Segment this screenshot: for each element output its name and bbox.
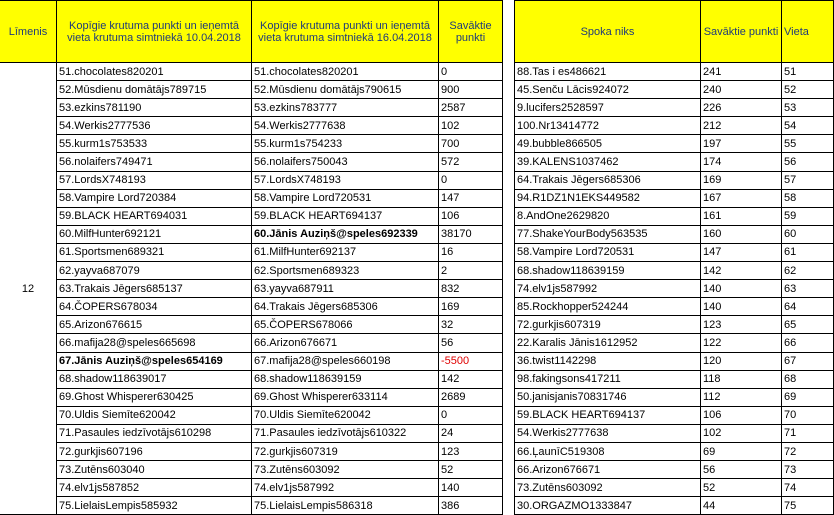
column-separator xyxy=(503,153,515,171)
cell-place: 56 xyxy=(782,153,834,171)
cell-current-rank: 73.Zutēns603092 xyxy=(252,461,439,479)
table-row xyxy=(0,442,834,460)
cell-place: 64 xyxy=(782,298,834,316)
table-row xyxy=(0,262,834,280)
cell-current-rank: 64.Trakais Jēgers685306 xyxy=(252,298,439,316)
cell-nick-points: 240 xyxy=(701,81,782,99)
column-separator xyxy=(503,99,515,117)
cell-place: 60 xyxy=(782,225,834,243)
header-col-b: Kopīgie krutuma punkti un ieņemtā vieta krutuma simtniekā 16.04.2018 xyxy=(252,1,439,63)
cell-nick: 88.Tas i es486621 xyxy=(515,63,701,81)
column-separator xyxy=(503,243,515,261)
header-week-points-2: Savāktie punkti xyxy=(701,1,782,63)
cell-previous-rank: 60.MilfHunter692121 xyxy=(57,225,252,243)
cell-previous-rank: 75.LielaisLempis585932 xyxy=(57,497,252,515)
column-separator xyxy=(503,262,515,280)
table-row xyxy=(0,81,834,99)
cell-current-rank: 59.BLACK HEART694137 xyxy=(252,207,439,225)
cell-nick-points: 147 xyxy=(701,243,782,261)
cell-week-points: 24 xyxy=(439,424,503,442)
cell-nick: 59.BLACK HEART694137 xyxy=(515,406,701,424)
column-separator xyxy=(503,316,515,334)
cell-nick: 85.Rockhopper524244 xyxy=(515,298,701,316)
cell-previous-rank: 66.mafija28@speles665698 xyxy=(57,334,252,352)
cell-nick-points: 56 xyxy=(701,461,782,479)
column-separator xyxy=(503,424,515,442)
header-row xyxy=(0,1,834,63)
cell-current-rank: 60.Jānis Auziņš@speles692339 xyxy=(252,225,439,243)
cell-nick-points: 69 xyxy=(701,442,782,460)
cell-nick: 100.Nr13414772 xyxy=(515,117,701,135)
column-separator xyxy=(503,406,515,424)
table-row xyxy=(0,207,834,225)
cell-nick: 77.ShakeYourBody563535 xyxy=(515,225,701,243)
header-level: Līmenis xyxy=(0,1,57,63)
level-cell: 12 xyxy=(0,63,57,515)
cell-previous-rank: 74.elv1js587852 xyxy=(57,479,252,497)
cell-week-points: 32 xyxy=(439,316,503,334)
cell-nick-points: 52 xyxy=(701,479,782,497)
cell-current-rank: 62.Sportsmen689323 xyxy=(252,262,439,280)
table-row xyxy=(0,171,834,189)
cell-place: 55 xyxy=(782,135,834,153)
cell-place: 65 xyxy=(782,316,834,334)
cell-place: 58 xyxy=(782,189,834,207)
cell-place: 61 xyxy=(782,243,834,261)
column-separator xyxy=(503,442,515,460)
cell-place: 51 xyxy=(782,63,834,81)
cell-current-rank: 65.ČOPERS678066 xyxy=(252,316,439,334)
cell-previous-rank: 67.Jānis Auziņš@speles654169 xyxy=(57,352,252,370)
table-row xyxy=(0,280,834,298)
column-separator xyxy=(503,189,515,207)
cell-current-rank: 51.chocolates820201 xyxy=(252,63,439,81)
cell-nick-points: 142 xyxy=(701,262,782,280)
cell-nick-points: 112 xyxy=(701,388,782,406)
table-row xyxy=(0,479,834,497)
cell-nick: 74.elv1js587992 xyxy=(515,280,701,298)
cell-nick: 94.R1DZ1N1EKS449582 xyxy=(515,189,701,207)
cell-nick: 49.bubble866505 xyxy=(515,135,701,153)
cell-previous-rank: 57.LordsX748193 xyxy=(57,171,252,189)
cell-previous-rank: 52.Mūsdienu domātājs789715 xyxy=(57,81,252,99)
cell-previous-rank: 72.gurkjis607196 xyxy=(57,442,252,460)
cell-nick-points: 106 xyxy=(701,406,782,424)
table-row xyxy=(0,225,834,243)
cell-previous-rank: 68.shadow118639017 xyxy=(57,370,252,388)
cell-nick: 73.Zutēns603092 xyxy=(515,479,701,497)
cell-current-rank: 71.Pasaules iedzīvotājs610322 xyxy=(252,424,439,442)
column-separator xyxy=(503,63,515,81)
column-separator xyxy=(503,1,515,63)
column-separator xyxy=(503,171,515,189)
table-row xyxy=(0,189,834,207)
cell-place: 72 xyxy=(782,442,834,460)
header-nick: Spoka niks xyxy=(515,1,701,63)
cell-nick-points: 118 xyxy=(701,370,782,388)
cell-nick: 45.Senču Lācis924072 xyxy=(515,81,701,99)
cell-current-rank: 57.LordsX748193 xyxy=(252,171,439,189)
cell-previous-rank: 65.Arizon676615 xyxy=(57,316,252,334)
cell-week-points: 572 xyxy=(439,153,503,171)
column-separator xyxy=(503,280,515,298)
table-body xyxy=(0,63,834,515)
column-separator xyxy=(503,370,515,388)
cell-current-rank: 68.shadow118639159 xyxy=(252,370,439,388)
cell-previous-rank: 61.Sportsmen689321 xyxy=(57,243,252,261)
cell-place: 70 xyxy=(782,406,834,424)
table-row xyxy=(0,388,834,406)
column-separator xyxy=(503,117,515,135)
cell-previous-rank: 55.kurm1s753533 xyxy=(57,135,252,153)
table-row xyxy=(0,117,834,135)
cell-nick-points: 140 xyxy=(701,280,782,298)
column-separator xyxy=(503,497,515,515)
cell-week-points: 0 xyxy=(439,171,503,189)
column-separator xyxy=(503,334,515,352)
cell-place: 75 xyxy=(782,497,834,515)
cell-nick: 36.twist1142298 xyxy=(515,352,701,370)
cell-previous-rank: 73.Zutēns603040 xyxy=(57,461,252,479)
cell-place: 57 xyxy=(782,171,834,189)
cell-nick: 58.Vampire Lord720531 xyxy=(515,243,701,261)
cell-current-rank: 69.Ghost Whisperer633114 xyxy=(252,388,439,406)
cell-week-points: 2587 xyxy=(439,99,503,117)
cell-nick-points: 160 xyxy=(701,225,782,243)
table-row xyxy=(0,243,834,261)
cell-nick: 72.gurkjis607319 xyxy=(515,316,701,334)
cell-place: 63 xyxy=(782,280,834,298)
cell-place: 59 xyxy=(782,207,834,225)
cell-current-rank: 70.Uldis Siemīte620042 xyxy=(252,406,439,424)
cell-nick: 22.Karalis Jānis1612952 xyxy=(515,334,701,352)
cell-nick: 66.Arizon676671 xyxy=(515,461,701,479)
cell-place: 66 xyxy=(782,334,834,352)
cell-nick: 98.fakingsons417211 xyxy=(515,370,701,388)
cell-previous-rank: 54.Werkis2777536 xyxy=(57,117,252,135)
cell-place: 62 xyxy=(782,262,834,280)
cell-nick-points: 197 xyxy=(701,135,782,153)
cell-nick-points: 241 xyxy=(701,63,782,81)
cell-current-rank: 66.Arizon676671 xyxy=(252,334,439,352)
cell-place: 53 xyxy=(782,99,834,117)
cell-current-rank: 67.mafija28@speles660198 xyxy=(252,352,439,370)
cell-previous-rank: 59.BLACK HEART694031 xyxy=(57,207,252,225)
cell-place: 74 xyxy=(782,479,834,497)
cell-week-points: 2689 xyxy=(439,388,503,406)
cell-current-rank: 74.elv1js587992 xyxy=(252,479,439,497)
cell-week-points: 142 xyxy=(439,370,503,388)
cell-nick: 54.Werkis2777638 xyxy=(515,424,701,442)
cell-nick-points: 122 xyxy=(701,334,782,352)
cell-nick-points: 44 xyxy=(701,497,782,515)
cell-nick-points: 102 xyxy=(701,424,782,442)
column-separator xyxy=(503,479,515,497)
cell-current-rank: 55.kurm1s754233 xyxy=(252,135,439,153)
cell-nick-points: 140 xyxy=(701,298,782,316)
cell-week-points: 900 xyxy=(439,81,503,99)
cell-week-points: 0 xyxy=(439,406,503,424)
cell-previous-rank: 69.Ghost Whisperer630425 xyxy=(57,388,252,406)
cell-place: 54 xyxy=(782,117,834,135)
cell-current-rank: 54.Werkis2777638 xyxy=(252,117,439,135)
cell-nick-points: 174 xyxy=(701,153,782,171)
column-separator xyxy=(503,81,515,99)
cell-nick-points: 161 xyxy=(701,207,782,225)
header-week-points: Savāktie punkti xyxy=(439,1,503,63)
cell-previous-rank: 70.Uldis Siemīte620042 xyxy=(57,406,252,424)
table-row xyxy=(0,461,834,479)
column-separator xyxy=(503,225,515,243)
cell-current-rank: 61.MilfHunter692137 xyxy=(252,243,439,261)
cell-week-points: 2 xyxy=(439,262,503,280)
cell-week-points: 106 xyxy=(439,207,503,225)
table-row xyxy=(0,352,834,370)
cell-previous-rank: 62.yayva687079 xyxy=(57,262,252,280)
header-place: Vieta xyxy=(782,1,834,63)
table-row xyxy=(0,497,834,515)
cell-week-points: 140 xyxy=(439,479,503,497)
cell-previous-rank: 58.Vampire Lord720384 xyxy=(57,189,252,207)
cell-place: 71 xyxy=(782,424,834,442)
cell-nick-points: 123 xyxy=(701,316,782,334)
cell-nick-points: 120 xyxy=(701,352,782,370)
cell-nick: 8.AndOne2629820 xyxy=(515,207,701,225)
column-separator xyxy=(503,135,515,153)
cell-current-rank: 63.yayva687911 xyxy=(252,280,439,298)
column-separator xyxy=(503,352,515,370)
cell-week-points: 16 xyxy=(439,243,503,261)
cell-nick-points: 167 xyxy=(701,189,782,207)
cell-current-rank: 52.Mūsdienu domātājs790615 xyxy=(252,81,439,99)
table-row xyxy=(0,135,834,153)
cell-current-rank: 56.nolaifers750043 xyxy=(252,153,439,171)
table-row xyxy=(0,298,834,316)
cell-week-points: 386 xyxy=(439,497,503,515)
cell-nick-points: 226 xyxy=(701,99,782,117)
cell-week-points: 123 xyxy=(439,442,503,460)
cell-week-points: 56 xyxy=(439,334,503,352)
cell-previous-rank: 53.ezkins781190 xyxy=(57,99,252,117)
cell-week-points: 147 xyxy=(439,189,503,207)
cell-week-points: 102 xyxy=(439,117,503,135)
cell-nick: 50.janisjanis70831746 xyxy=(515,388,701,406)
cell-nick: 9.lucifers2528597 xyxy=(515,99,701,117)
table-row xyxy=(0,370,834,388)
cell-nick: 66.ĻaunīC519308 xyxy=(515,442,701,460)
cell-nick: 64.Trakais Jēgers685306 xyxy=(515,171,701,189)
table-row xyxy=(0,99,834,117)
cell-current-rank: 75.LielaisLempis586318 xyxy=(252,497,439,515)
cell-nick-points: 212 xyxy=(701,117,782,135)
column-separator xyxy=(503,461,515,479)
cell-previous-rank: 63.Trakais Jēgers685137 xyxy=(57,280,252,298)
column-separator xyxy=(503,207,515,225)
cell-place: 52 xyxy=(782,81,834,99)
table-row xyxy=(0,63,834,81)
cell-nick: 30.ORGAZMO1333847 xyxy=(515,497,701,515)
cell-previous-rank: 56.nolaifers749471 xyxy=(57,153,252,171)
cell-previous-rank: 71.Pasaules iedzīvotājs610298 xyxy=(57,424,252,442)
cell-current-rank: 72.gurkjis607319 xyxy=(252,442,439,460)
cell-current-rank: 53.ezkins783777 xyxy=(252,99,439,117)
cell-week-points: -5500 xyxy=(439,352,503,370)
cell-previous-rank: 51.chocolates820201 xyxy=(57,63,252,81)
cell-nick: 39.KALENS1037462 xyxy=(515,153,701,171)
cell-week-points: 832 xyxy=(439,280,503,298)
column-separator xyxy=(503,388,515,406)
cell-week-points: 169 xyxy=(439,298,503,316)
cell-current-rank: 58.Vampire Lord720531 xyxy=(252,189,439,207)
table-row xyxy=(0,316,834,334)
table-row xyxy=(0,424,834,442)
cell-week-points: 52 xyxy=(439,461,503,479)
cell-place: 73 xyxy=(782,461,834,479)
cell-place: 67 xyxy=(782,352,834,370)
cell-week-points: 0 xyxy=(439,63,503,81)
cell-place: 68 xyxy=(782,370,834,388)
table-row xyxy=(0,153,834,171)
column-separator xyxy=(503,298,515,316)
cell-previous-rank: 64.ČOPERS678034 xyxy=(57,298,252,316)
cell-week-points: 38170 xyxy=(439,225,503,243)
cell-nick: 68.shadow118639159 xyxy=(515,262,701,280)
cell-week-points: 700 xyxy=(439,135,503,153)
cell-place: 69 xyxy=(782,388,834,406)
cell-nick-points: 169 xyxy=(701,171,782,189)
header-col-a: Kopīgie krutuma punkti un ieņemtā vieta krutuma simtniekā 10.04.2018 xyxy=(57,1,252,63)
table-row xyxy=(0,334,834,352)
table-row xyxy=(0,406,834,424)
